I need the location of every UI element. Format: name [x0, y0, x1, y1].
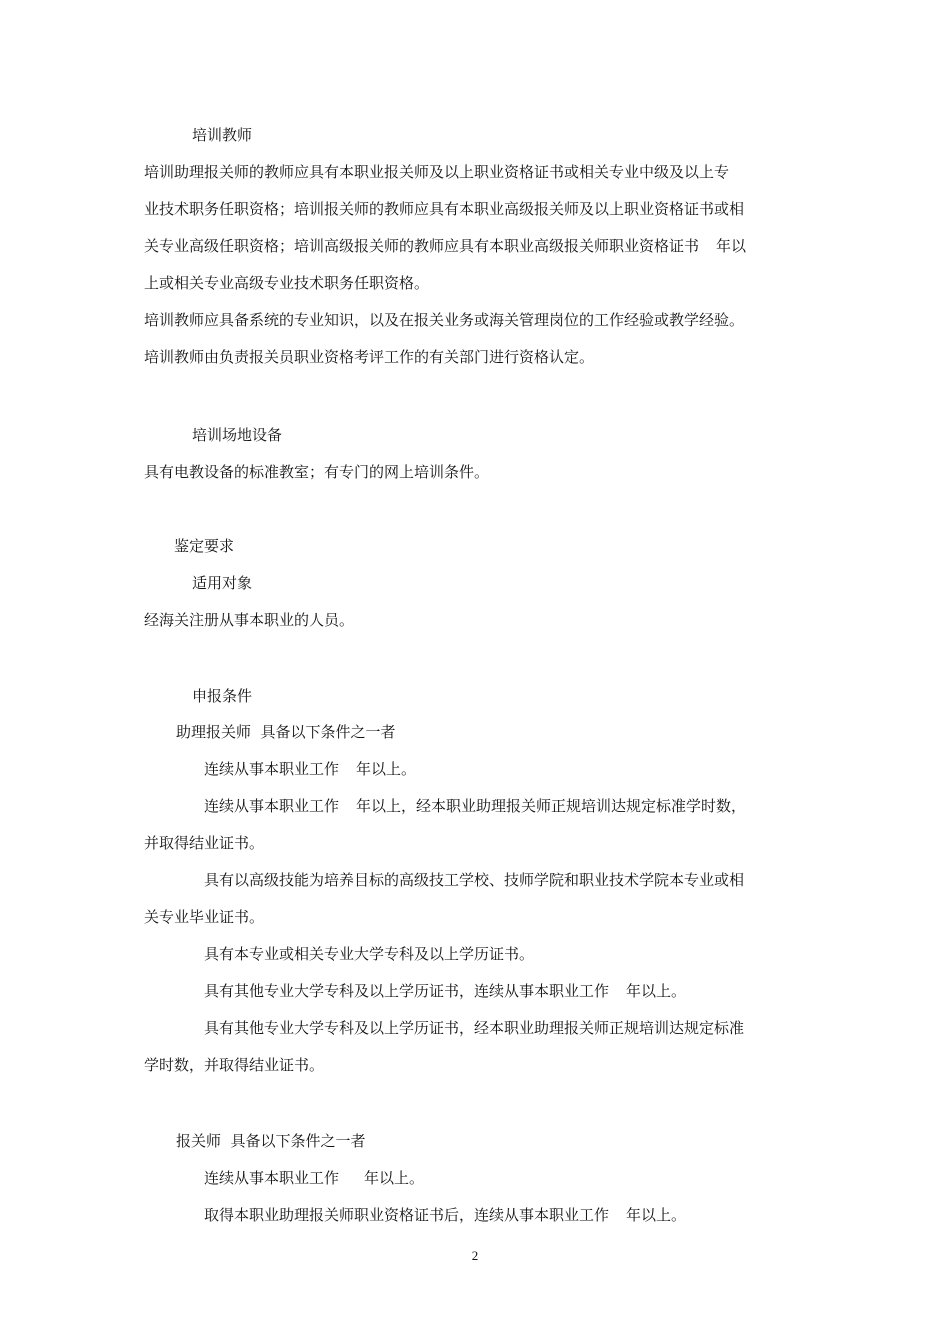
- level-title-assistant: 助理报关师 具备以下条件之一者: [176, 723, 396, 741]
- paragraph-line: 上或相关专业高级专业技术职务任职资格。: [144, 274, 430, 292]
- level-title-broker: 报关师 具备以下条件之一者: [176, 1132, 366, 1150]
- paragraph-line: 关专业毕业证书。: [144, 908, 265, 926]
- paragraph-line: 培训助理报关师的教师应具有本职业报关师及以上职业资格证书或相关专业中级及以上专: [144, 163, 730, 181]
- text-segment: 连续从事本职业工作: [204, 797, 340, 815]
- text-segment: 年以上。: [356, 760, 417, 778]
- page-number: 2: [471, 1248, 479, 1263]
- paragraph-line: [144, 236, 746, 256]
- text-segment: 年以: [716, 237, 747, 255]
- subsection-heading-conditions: 申报条件: [192, 687, 253, 705]
- text-segment: 年以上。: [626, 1206, 687, 1224]
- condition-item: 具有以高级技能为培养目标的高级技工学校、技师学院和职业技术学院本专业或相: [204, 871, 745, 889]
- text-segment: 年以上。: [626, 982, 687, 1000]
- text-segment: 连续从事本职业工作: [204, 760, 340, 778]
- condition-item: [204, 796, 746, 816]
- text-segment: 年以上，经本职业助理报关师正规培训达规定标准学时数，: [356, 797, 747, 815]
- paragraph-line: 经海关注册从事本职业的人员。: [144, 611, 355, 629]
- paragraph-line: 具有电教设备的标准教室；有专门的网上培训条件。: [144, 463, 490, 481]
- text-segment: 年以上。: [364, 1169, 425, 1187]
- paragraph-line: 学时数，并取得结业证书。: [144, 1056, 325, 1074]
- paragraph-line: 培训教师应具备系统的专业知识，以及在报关业务或海关管理岗位的工作经验或教学经验。: [144, 311, 745, 329]
- text-segment: 连续从事本职业工作: [204, 1169, 340, 1187]
- paragraph-line: 业技术职务任职资格；培训报关师的教师应具有本职业高级报关师及以上职业资格证书或相: [144, 200, 745, 218]
- condition-item: [204, 1168, 424, 1188]
- condition-item: [204, 1205, 686, 1225]
- condition-item: 具有其他专业大学专科及以上学历证书，经本职业助理报关师正规培训达规定标准: [204, 1019, 745, 1037]
- text-segment: 具有其他专业大学专科及以上学历证书，连续从事本职业工作: [204, 982, 610, 1000]
- text-segment: 取得本职业助理报关师职业资格证书后，连续从事本职业工作: [204, 1206, 610, 1224]
- paragraph-line: 并取得结业证书。: [144, 834, 265, 852]
- paragraph-line: 培训教师由负责报关员职业资格考评工作的有关部门进行资格认定。: [144, 348, 595, 366]
- section-heading-appraisal: 鉴定要求: [174, 537, 235, 555]
- text-segment: 关专业高级任职资格；培训高级报关师的教师应具有本职业高级报关师职业资格证书: [144, 237, 700, 255]
- section-heading-training-teacher: 培训教师: [192, 126, 253, 144]
- condition-item: 具有本专业或相关专业大学专科及以上学历证书。: [204, 945, 535, 963]
- condition-item: [204, 759, 416, 779]
- condition-item: [204, 981, 686, 1001]
- subsection-heading-target: 适用对象: [192, 574, 253, 592]
- section-heading-training-venue: 培训场地设备: [192, 426, 283, 444]
